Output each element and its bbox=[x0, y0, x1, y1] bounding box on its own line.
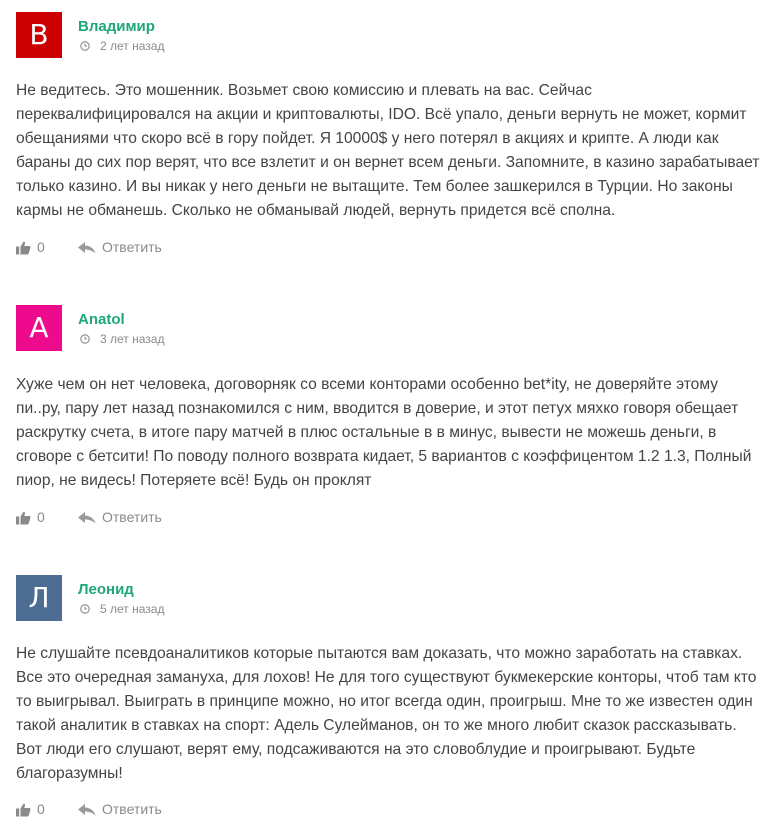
comment-text: Хуже чем он нет человека, договорняк со всеми конторами особенно bet*ity, не доверяйте этому пи..ру, пару лет назад познакомился с ним, вводится в доверие, и этот петух мяхко говоря обещает раскрутку счета, в итоге пару матчей в плюс остальные в в минус, вывести не можешь деньги, в сговоре с бетсити! По поводу полного возврата кидает, 5 вариантов с коэффицентом 1.2 1.3, Полный пиор, не видесь! Потеряете всё! Будь он проклят bbox=[16, 376, 752, 489]
reply-button[interactable] bbox=[78, 801, 162, 817]
reply-arrow-icon bbox=[78, 239, 102, 255]
reply-arrow-icon bbox=[78, 509, 102, 525]
like-button[interactable] bbox=[16, 801, 45, 817]
reply-arrow-icon bbox=[78, 801, 102, 817]
comment-author: Владимир bbox=[78, 18, 155, 35]
like-button[interactable] bbox=[16, 509, 45, 525]
like-button[interactable] bbox=[16, 239, 45, 255]
comment-text: Не слушайте псевдоаналитиков которые пытаются вам доказать, что можно заработать на ставках. Все это очередная замануха, для лохов! Не для того существуют букмекерские конторы, чтоб там кто то выигрывал. Выиграть в принципе можно, но итог всегда один, проигрыш. Мне то же известен один такой аналитик в ставках на спорт: Адель Сулейманов, он то же много любит сказок рассказывать. Вот люди его слушают, верят ему, подсаживаются на это словоблудие и проигрывают. Будьте благоразумны! bbox=[16, 645, 757, 782]
clock-icon bbox=[80, 603, 92, 617]
comment-author: Леонид bbox=[78, 581, 134, 598]
reply-button[interactable] bbox=[78, 239, 162, 255]
clock-icon bbox=[80, 333, 92, 347]
avatar: Л bbox=[16, 575, 62, 621]
like-count: 0 bbox=[37, 239, 45, 255]
comment-author: Anatol bbox=[78, 311, 125, 328]
clock-icon bbox=[80, 40, 92, 54]
comment-text: Не ведитесь. Это мошенник. Возьмет свою комиссию и плевать на вас. Сейчас переквалифицировался на акции и криптовалюты, IDO. Всё упало, деньги вернуть не может, кормит обещаниями что скоро всё в гору пойдет. Я 10000$ у него потерял в акциях и крипте. А люди как бараны до сих пор верят, что все взлетит и он вернет всем деньги. Запомните, в казино зарабатывает только казино. И вы никак у него деньги не вытащите. Тем более зашкерился в Турции. Но законы кармы не обманешь. Сколько не обманывай людей, вернуть придется всё сполна. bbox=[16, 82, 760, 219]
reply-label: Ответить bbox=[102, 239, 162, 255]
reply-button[interactable] bbox=[78, 509, 162, 525]
reply-label: Ответить bbox=[102, 801, 162, 817]
thumbs-up-icon bbox=[16, 239, 31, 255]
avatar: A bbox=[16, 305, 62, 351]
comment-meta bbox=[80, 39, 164, 54]
comment-time: 2 лет назад bbox=[100, 39, 165, 53]
comment-time: 3 лет назад bbox=[100, 332, 165, 346]
comment-meta bbox=[80, 332, 164, 347]
comment-time: 5 лет назад bbox=[100, 602, 165, 616]
avatar: В bbox=[16, 12, 62, 58]
thumbs-up-icon bbox=[16, 509, 31, 525]
reply-label: Ответить bbox=[102, 509, 162, 525]
like-count: 0 bbox=[37, 509, 45, 525]
thumbs-up-icon bbox=[16, 801, 31, 817]
like-count: 0 bbox=[37, 801, 45, 817]
comment-meta bbox=[80, 602, 164, 617]
